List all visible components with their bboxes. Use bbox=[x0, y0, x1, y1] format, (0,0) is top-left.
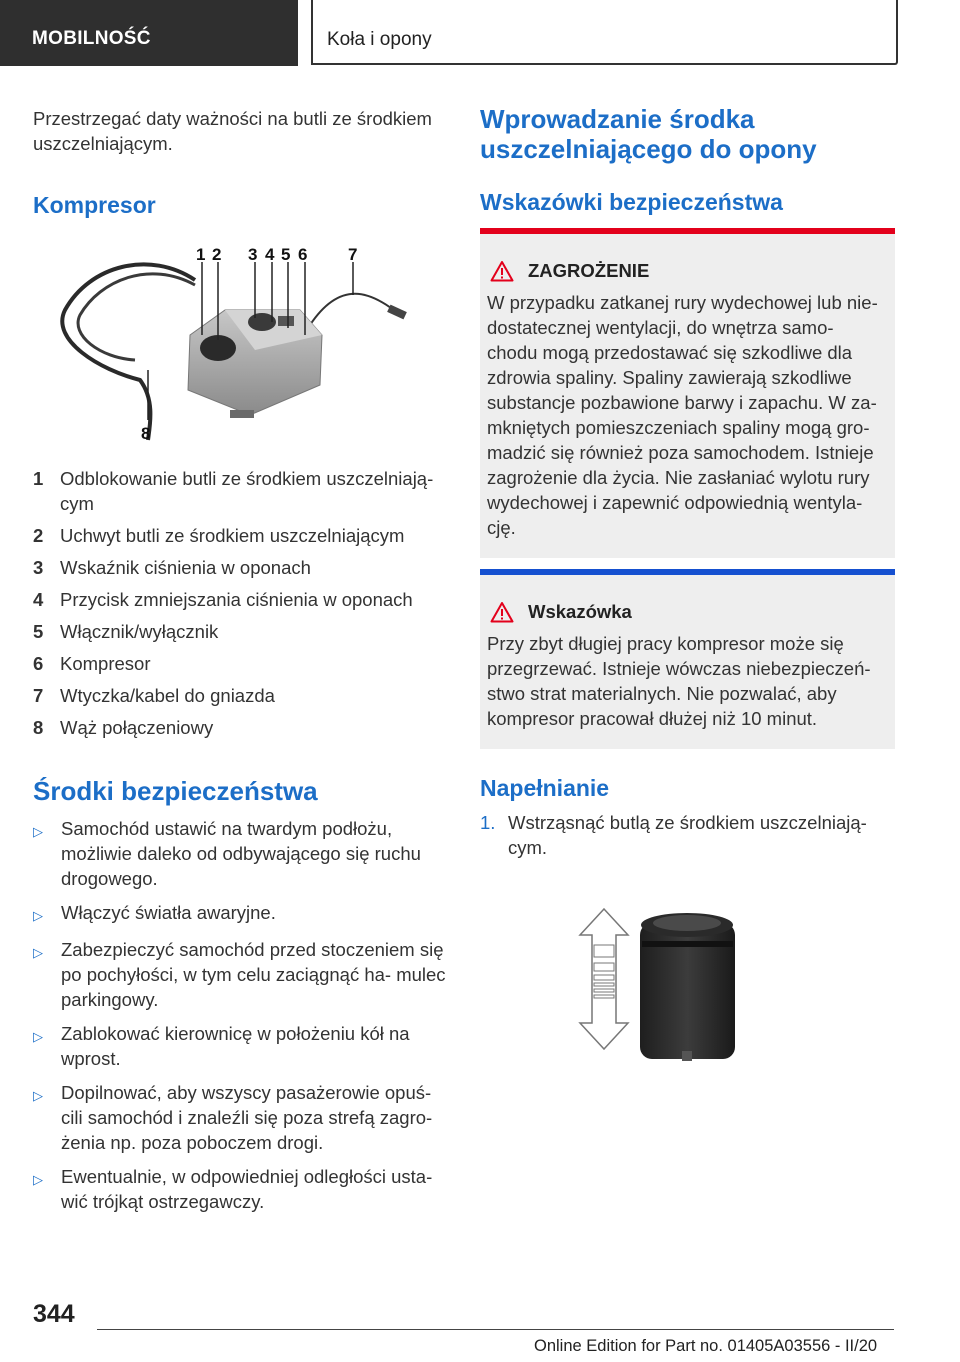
list-item bbox=[33, 937, 453, 1012]
header-section-title: MOBILNOŚĆ bbox=[32, 28, 151, 49]
safety-measures-heading: Środki bezpieczeństwa bbox=[33, 776, 318, 806]
legend-text: Włącznik/wyłącznik bbox=[60, 621, 219, 642]
danger-bar bbox=[480, 228, 895, 234]
danger-text: W przypadku zatkanej rury wydechowej lub nie‐ dostatecznej wentylacji, do wnętrza samo‐ chodu mogą przedostawać się szkodliwe dla zdrowia spaliny. Spaliny zawierają szkodliwe substancje pozbawione barwy i zapachu. W za‐ mkniętych pomieszczeniach spaliny mogą gro‐ madzić się również poza samochodem. Istnieje zagrożenie dla życia. Nie zasłaniać wylotu rury wydechowej i zapewnić odpowiednią wentyla‐ cję. bbox=[487, 292, 878, 538]
warning-triangle-icon bbox=[490, 601, 514, 623]
legend-item bbox=[33, 587, 448, 612]
footer-divider bbox=[97, 1329, 894, 1330]
triangle-bullet-icon: ▷ bbox=[33, 945, 43, 960]
figure-label-3: 3 bbox=[248, 245, 258, 264]
figure-label-4: 4 bbox=[265, 245, 275, 264]
legend-item bbox=[33, 523, 448, 548]
filling-heading: Napełnianie bbox=[480, 775, 610, 801]
list-item-text: Ewentualnie, w odpowiedniej odległości usta‐ wić trójkąt ostrzegawczy. bbox=[61, 1166, 433, 1212]
list-item-text: Włączyć światła awaryjne. bbox=[61, 902, 276, 923]
legend-number: 7 bbox=[33, 685, 44, 706]
safety-bullet-list bbox=[33, 816, 453, 1223]
legend-text: Wąż połączeniowy bbox=[60, 717, 214, 738]
legend-number: 6 bbox=[33, 653, 44, 674]
legend-text: Uchwyt butli ze środkiem uszczelniającym bbox=[60, 525, 405, 546]
legend-text: Przycisk zmniejszania ciśnienia w oponach bbox=[60, 589, 413, 610]
header-section-tab bbox=[0, 0, 298, 66]
compressor-figure bbox=[40, 240, 440, 445]
legend-item bbox=[33, 651, 448, 676]
hose-shape bbox=[62, 264, 195, 440]
legend-number: 3 bbox=[33, 557, 44, 578]
legend-text: Wskaźnik ciśnienia w oponach bbox=[60, 557, 311, 578]
figure-label-7: 7 bbox=[348, 245, 358, 264]
notice-title-row bbox=[490, 601, 895, 623]
figure-label-1: 1 bbox=[196, 245, 206, 264]
list-item bbox=[33, 1021, 453, 1071]
list-item bbox=[33, 1164, 453, 1214]
triangle-bullet-icon: ▷ bbox=[33, 908, 43, 923]
figure-label-5: 5 bbox=[281, 245, 291, 264]
danger-box bbox=[480, 228, 895, 558]
figure-legend bbox=[33, 466, 448, 747]
list-item-text: Zabezpieczyć samochód przed stoczeniem się po pochyłości, w tym celu zaciągnąć ha‐ mulec parkingowy. bbox=[61, 939, 446, 1010]
notice-text: Przy zbyt długiej pracy kompresor może się przegrzewać. Istnieje wówczas niebezpieczeń‐ stwo strat materialnych. Nie pozwalać, aby kompresor pracował dłużej niż 10 minut. bbox=[487, 633, 871, 729]
warning-triangle-icon bbox=[490, 260, 514, 282]
list-item bbox=[33, 1080, 453, 1155]
legend-item bbox=[33, 555, 448, 580]
main-heading: Wprowadzanie środka uszczelniającego do opony bbox=[480, 104, 817, 164]
legend-item bbox=[33, 683, 448, 708]
header-chapter-tab bbox=[311, 0, 898, 65]
legend-number: 4 bbox=[33, 589, 44, 610]
step-1 bbox=[480, 810, 890, 860]
notice-bar bbox=[480, 569, 895, 575]
list-item-text: Samochód ustawić na twardym podłożu, możliwie daleko od odbywającego się ruchu drogowego. bbox=[61, 818, 421, 889]
legend-number: 2 bbox=[33, 525, 44, 546]
legend-item bbox=[33, 715, 448, 740]
danger-title: ZAGROŻENIE bbox=[528, 260, 650, 281]
legend-text: Odblokowanie butli ze środkiem uszczelniają‐ cym bbox=[60, 468, 434, 514]
legend-item bbox=[33, 619, 448, 644]
intro-paragraph: Przestrzegać daty ważności na butli ze środkiem uszczelniającym. bbox=[33, 108, 432, 154]
legend-item bbox=[33, 466, 448, 516]
list-item-text: Dopilnować, aby wszyscy pasażerowie opuś‐ cili samochód i znaleźli się poza strefą zagro‐ żenia np. poza poboczem drogi. bbox=[61, 1082, 433, 1153]
footer-edition: Online Edition for Part no. 01405A03556 - II/20 bbox=[534, 1337, 878, 1355]
shake-bottle-figure bbox=[576, 905, 746, 1065]
figure-label-8: 8 bbox=[141, 424, 151, 443]
notice-box bbox=[480, 569, 895, 749]
list-item bbox=[33, 900, 453, 928]
triangle-bullet-icon: ▷ bbox=[33, 1088, 43, 1103]
list-item-text: Zablokować kierownicę w położeniu kół na wprost. bbox=[61, 1023, 410, 1069]
step-number: 1. bbox=[480, 812, 496, 833]
figure-label-6: 6 bbox=[298, 245, 308, 264]
legend-text: Kompresor bbox=[60, 653, 151, 674]
header-chapter-title: Koła i opony bbox=[327, 29, 432, 50]
triangle-bullet-icon: ▷ bbox=[33, 824, 43, 839]
compressor-heading: Kompresor bbox=[33, 192, 156, 218]
safety-tips-heading: Wskazówki bezpieczeństwa bbox=[480, 189, 783, 215]
notice-title: Wskazówka bbox=[528, 601, 632, 622]
cable-shape bbox=[310, 294, 400, 325]
legend-number: 5 bbox=[33, 621, 44, 642]
legend-text: Wtyczka/kabel do gniazda bbox=[60, 685, 275, 706]
page-number: 344 bbox=[33, 1300, 75, 1328]
triangle-bullet-icon: ▷ bbox=[33, 1172, 43, 1187]
figure-label-2: 2 bbox=[212, 245, 222, 264]
list-item bbox=[33, 816, 453, 891]
legend-number: 1 bbox=[33, 468, 44, 489]
step-text: Wstrząsnąć butlą ze środkiem uszczelniają‐ cym. bbox=[508, 812, 867, 858]
danger-title-row bbox=[490, 260, 895, 282]
triangle-bullet-icon: ▷ bbox=[33, 1029, 43, 1044]
legend-number: 8 bbox=[33, 717, 44, 738]
